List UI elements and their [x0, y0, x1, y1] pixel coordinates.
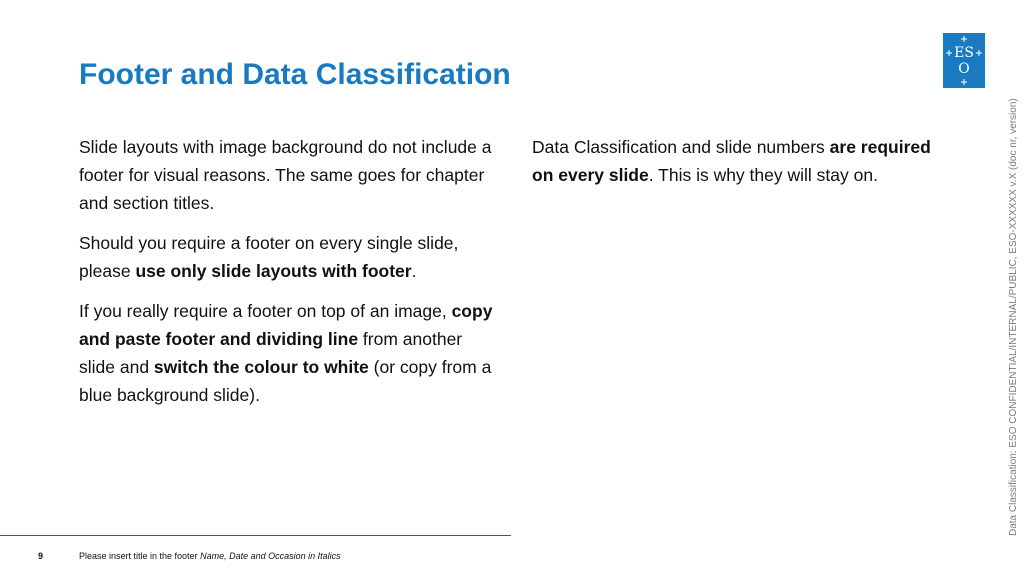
slide-number: 9 [38, 551, 44, 561]
data-classification-label: Data Classification: ESO CONFIDENTIAL/INTERNAL/PUBLIC, ESO-XXXXXX v.X (doc nr, version) [1008, 98, 1019, 536]
footer-divider [0, 535, 511, 536]
left-text-column [79, 133, 499, 421]
logo-text-bottom: O [958, 61, 970, 77]
slide-title: Footer and Data Classification [79, 58, 511, 91]
paragraph: Should you require a footer on every single slide, please use only slide layouts with footer. [79, 233, 459, 281]
logo-text-top: ES [954, 45, 974, 61]
paragraph: Slide layouts with image background do not include a footer for visual reasons. The same goes for chapter and section titles. [79, 137, 492, 213]
paragraph: Data Classification and slide numbers are required on every slide. This is why they will stay on. [532, 137, 931, 185]
right-text-column [532, 133, 942, 201]
footer-text: Please insert title in the footer Name, Date and Occasion in Italics [79, 551, 341, 561]
eso-logo [943, 33, 985, 88]
paragraph: If you really require a footer on top of an image, copy and paste footer and dividing line from another slide and switch the colour to white (or copy from a blue background slide). [79, 301, 493, 405]
